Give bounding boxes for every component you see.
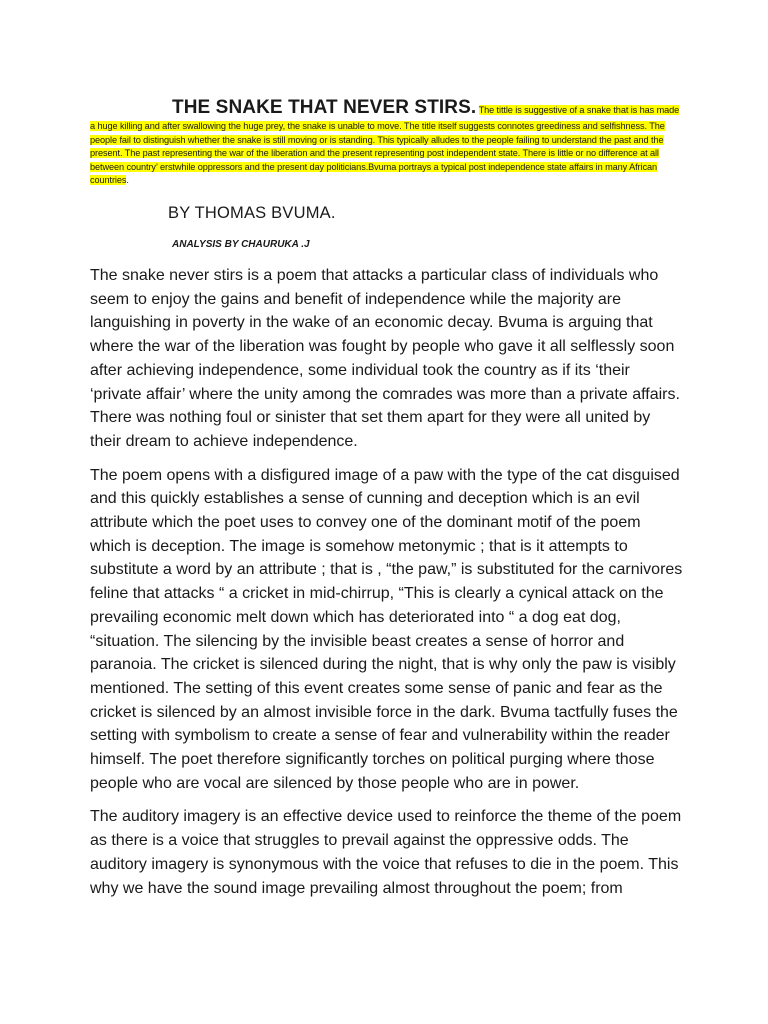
author-byline: BY THOMAS BVUMA.: [168, 204, 336, 222]
title-block: [90, 96, 680, 188]
paragraph-2: The poem opens with a disfigured image of a paw with the type of the cat disguised and this quickly establishes a sense of cunning and deception which is an evil attribute which the poet uses to convey one of the dominant motif of the poem which is deception. The image is somehow metonymic ; that is it attempts to substitute a word by an attribute ; that is , “the paw,” is substituted for the carnivores feline that attacks “ a cricket in mid-chirrup, “This is clearly a cynical attack on the prevailing economic melt down which has deteriorated into “ a dog eat dog, “situation. The silencing by the invisible beast creates a sense of horror and paranoia. The cricket is silenced during the night, that is why only the paw is visibly mentioned. The setting of this event creates some sense of panic and fear as the cricket is silenced by an almost invisible force in the dark. Bvuma tactfully fuses the setting with symbolism to create a sense of fear and vulnerability within the reader himself. The poet therefore significantly torches on political purging where those people who are vocal are silenced by those people who are in power.: [90, 466, 683, 792]
body-text: [90, 264, 685, 910]
title-note-highlighted: The tittle is suggestive of a snake that is has made a huge killing and after swallowing the huge prey, the snake is unable to move. The title itself suggests connotes greediness and selfishness. The people fail to distinguish whether the snake is still moving or is standing. This typically alludes to the people failing to understand the past and the present. The past representing the war of the liberation and the present representing post independent state. There is little or no difference at all between country’ erstwhile oppressors and the present day politicians.Bvuma portrays a typical post independence state affairs in many African countries: [90, 105, 680, 186]
analysis-credit: ANALYSIS BY CHAURUKA .J: [172, 239, 310, 250]
paragraph-1: The snake never stirs is a poem that attacks a particular class of individuals who seem to enjoy the gains and benefit of independence while the majority are languishing in poverty in the wake of an economic decay. Bvuma is arguing that where the war of the liberation was fought by people who gave it all selflessly soon after achieving independence, some individual took the country as if its ‘their ‘private affair’ where the unity among the comrades was more than a private affairs. There was nothing foul or sinister that set them apart for they were all united by their dream to achieve independence.: [90, 267, 680, 450]
page-title: THE SNAKE THAT NEVER STIRS.: [172, 97, 477, 118]
title-note-end: .: [126, 175, 129, 186]
paragraph-3: The auditory imagery is an effective device used to reinforce the theme of the poem as there is a voice that struggles to prevail against the oppressive odds. The auditory imagery is synonymous with the voice that refuses to die in the poem. This why we have the sound image prevailing almost throughout the poem; from: [90, 808, 682, 897]
